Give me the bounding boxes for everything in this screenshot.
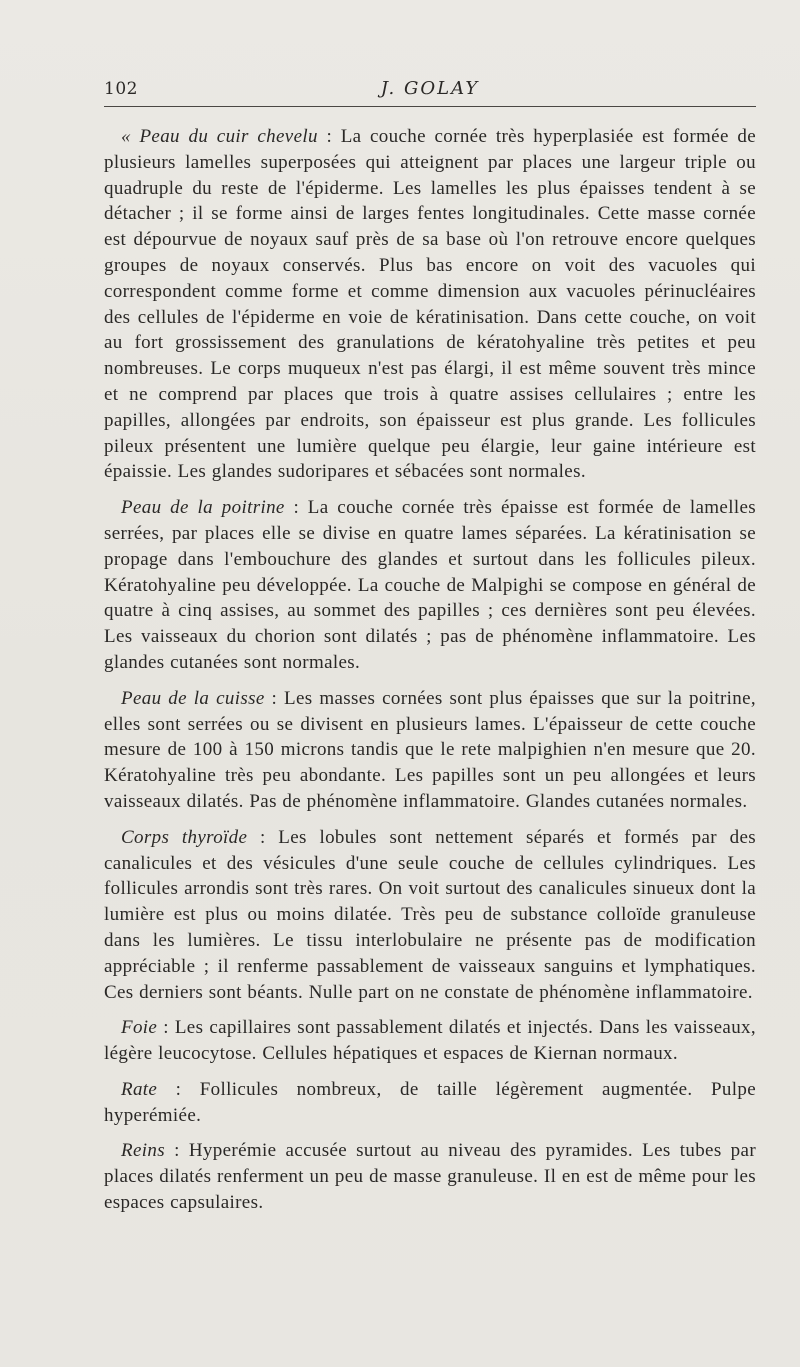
body-text [104, 124, 756, 1226]
paragraph-foie [104, 1015, 756, 1067]
paragraph-poitrine [104, 495, 756, 676]
paragraph-text-cuisse: : Les masses cornées sont plus épaisses que sur la poitrine, elles sont serrées ou se divisent en plusieurs lames. L'épaisseur de cette couche mesure de 100 à 150 microns tandis que le rete malpighien n'en mesure que 20. Kératohyaline très peu abondante. Les papilles sont un peu allongées et leurs vaisseaux dilatés. Pas de phénomène inflammatoire. Glandes cutanées normales. [104, 687, 756, 812]
section-heading-cuisse: Peau de la cuisse [121, 687, 265, 709]
section-heading-rate: Rate [121, 1078, 158, 1100]
paragraph-corps-thyroide [104, 825, 756, 1006]
paragraph-text-foie: : Les capillaires sont passablement dilatés et injectés. Dans les vaisseaux, légère leucocytose. Cellules hépatiques et espaces de Kiernan normaux. [104, 1017, 756, 1065]
section-heading-reins: Reins [121, 1140, 165, 1162]
section-heading-foie: Foie [121, 1017, 158, 1039]
paragraph-text-poitrine: : La couche cornée très épaisse est formée de lamelles serrées, par places elle se divise en quatre lames séparées. La kératinisation se propage dans l'embouchure des glandes et surtout dans les follicules pileux. Kératohyaline peu développée. La couche de Malpighi se compose en général de quatre à cinq assises, au sommet des papilles ; ces dernières sont peu élevées. Les vaisseaux du chorion sont dilatés ; pas de phénomène inflammatoire. Les glandes cutanées sont normales. [104, 497, 756, 673]
paragraph-reins [104, 1138, 756, 1215]
paragraph-text-corps-thyroide: : Les lobules sont nettement séparés et formés par des canalicules et des vésicules d'une seule couche de cellules cylindriques. Les follicules arrondis sont très rares. On voit surtout des canalicules sinueux dont la lumière est plus ou moins dilatée. Très peu de substance colloïde granuleuse dans les lumières. Le tissu interlobulaire ne présente pas de modification appréciable ; il renferme passablement de vaisseaux sanguins et lymphatiques. Ces derniers sont béants. Nulle part on ne constate de phénomène inflammatoire. [104, 826, 756, 1003]
header-rule [104, 106, 756, 107]
section-heading-poitrine: Peau de la poitrine [121, 497, 285, 519]
section-heading-corps-thyroide: Corps thyroïde [121, 826, 248, 848]
page-number: 102 [104, 79, 138, 99]
paragraph-text-rate: : Follicules nombreux, de taille légèrement augmentée. Pulpe hyperémiée. [104, 1078, 756, 1126]
running-head-author: J. GOLAY [380, 78, 480, 99]
paragraph-cuisse [104, 686, 756, 815]
paragraph-rate [104, 1077, 756, 1129]
paragraph-text-cuir-chevelu: : La couche cornée très hyperplasiée est formée de plusieurs lamelles superposées qui atteignent par places une largeur triple ou quadruple du reste de l'épiderme. Les lamelles les plus épaisses tendent à se détacher ; il se forme ainsi de larges fentes longitudinales. Cette masse cornée est dépourvue de noyaux sauf près de sa base où l'on retrouve encore quelques groupes de noyaux conservés. Plus bas encore on voit des vacuoles qui correspondent comme forme et comme dimension aux vacuoles périnucléaires des cellules de l'épiderme en voie de kératinisation. Dans cette couche, on voit au fort grossissement des granulations de kératohyaline très petites et peu nombreuses. Le corps muqueux n'est pas élargi, il est même souvent très mince et ne comprend par places que trois à quatre assises cellulaires ; entre les papilles, allongées par endroits, son épaisseur est plus grande. Les follicules pileux présentent une lumière quelque peu élargie, leur gaine intérieure est épaissie. Les glandes sudoripares et sébacées sont normales. [104, 126, 756, 483]
paragraph-text-reins: : Hyperémie accusée surtout au niveau des pyramides. Les tubes par places dilatés renferment un peu de masse granuleuse. Il en est de même pour les espaces capsulaires. [104, 1140, 756, 1214]
paragraph-cuir-chevelu [104, 124, 756, 485]
running-head [104, 78, 756, 110]
section-heading-cuir-chevelu: « Peau du cuir chevelu [121, 126, 318, 147]
